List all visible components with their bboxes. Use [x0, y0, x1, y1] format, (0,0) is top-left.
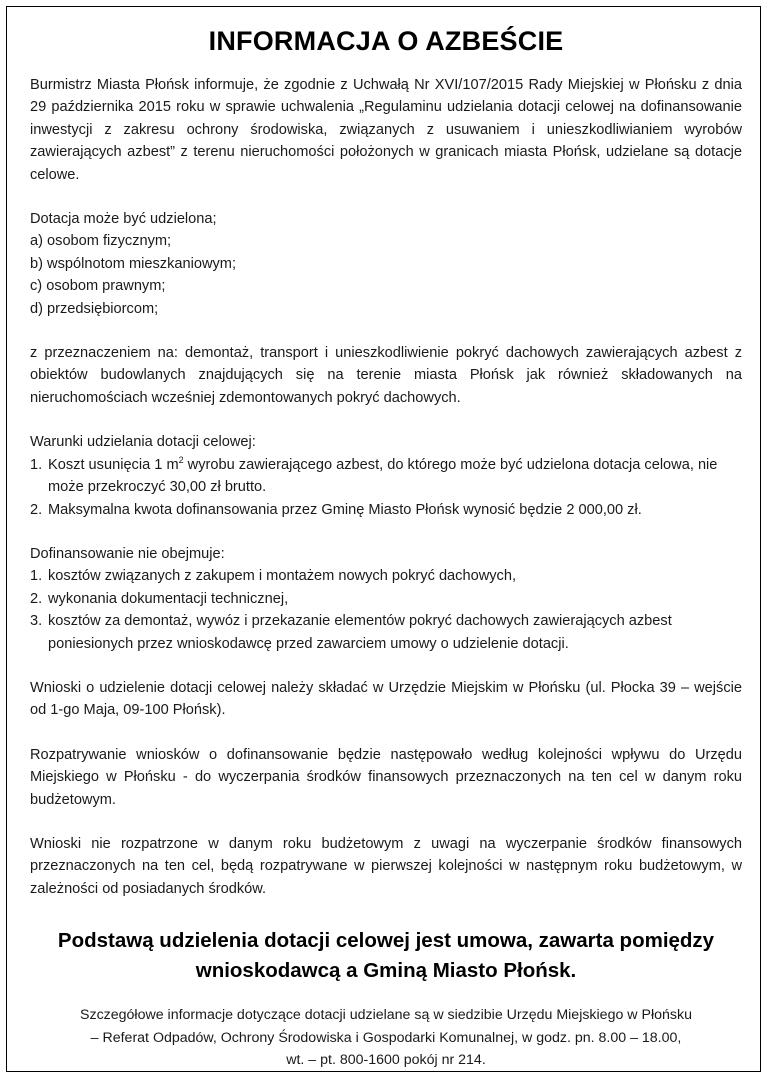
applications-paragraph: Wnioski o udzielenie dotacji celowej należy składać w Urzędzie Miejskim w Płońsku (ul. Płocka 39 – wejście od 1-go Maja, 09-100 Płońsk). [30, 679, 742, 719]
list-number: 3. [30, 613, 43, 630]
unreviewed-paragraph: Wnioski nie rozpatrzone w danym roku budżetowym z uwagi na wyczerpanie środków finansowych przeznaczonych na ten cel, będą rozpatrywane w pierwszej kolejności w następnym roku budżetowym, w zależności od posiadanych środków. [30, 835, 742, 897]
page-title: INFORMACJA O AZBEŚCIE [208, 26, 564, 56]
superscript: 2 [178, 454, 184, 465]
list-number: 1. [30, 568, 43, 585]
list-number: 2. [30, 590, 43, 607]
review-paragraph: Rozpatrywanie wniosków o dofinansowanie będzie następowało według kolejności wpływu do Urzędu Miejskiego w Płońsku - do wyczerpania środków finansowych przeznaczonych na ten cel w danym roku budżetowym. [30, 746, 742, 808]
recipients-section [30, 208, 742, 320]
condition-text: Maksymalna kwota dofinansowania przez Gminę Miasto Płońsk wynosić będzie 2 000,00 zł. [48, 501, 642, 518]
exclusion-item [30, 565, 742, 587]
list-number: 1. [30, 456, 43, 473]
exclusion-item [30, 610, 742, 655]
recipient-item: a) osobom fizycznym; [30, 233, 172, 250]
recipient-item: c) osobom prawnym; [30, 278, 166, 295]
footer-line: wt. – pt. 800-1600 pokój nr 214. [286, 1052, 486, 1068]
conditions-section [30, 431, 742, 521]
basis-statement [30, 926, 742, 986]
list-number: 2. [30, 501, 43, 518]
basis-line: Podstawą udzielenia dotacji celowej jest umowa, zawarta pomiędzy [57, 929, 715, 953]
condition-item [30, 499, 742, 521]
document-body [30, 18, 742, 1071]
exclusions-section [30, 543, 742, 655]
footer-info [30, 1004, 742, 1071]
footer-line: – Referat Odpadów, Ochrony Środowiska i Gospodarki Komunalnej, w godz. pn. 8.00 – 18.00, [90, 1029, 682, 1046]
recipients-heading: Dotacja może być udzielona; [30, 211, 217, 228]
purpose-paragraph: z przeznaczeniem na: demontaż, transport i unieszkodliwienie pokryć dachowych zawierających azbest z obiektów budowlanych znajdujących się na terenie miasta Płońsk jak również składowanych na nieruchomościach wcześniej zdemontowanych pokryć dachowych. [30, 345, 742, 406]
intro-paragraph: Burmistrz Miasta Płońsk informuje, że zgodnie z Uchwałą Nr XVI/107/2015 Rady Miejskiej w Płońsku z dnia 29 października 2015 roku w sprawie uchwalenia „Regulaminu udzielania dotacji celowej na dofinansowanie inwestycji z zakresu ochrony środowiska, związanych z usuwaniem i unieszkodliwianiem wyrobów zawierających azbest” z terenu nieruchomości położonych w granicach miasta Płońsk, udzielane są dotacje celowe. [30, 77, 742, 183]
exclusion-text: kosztów związanych z zakupem i montażem nowych pokryć dachowych, [48, 568, 517, 585]
exclusion-item [30, 588, 742, 610]
exclusions-heading: Dofinansowanie nie obejmuje: [30, 545, 225, 562]
condition-text: Koszt usunięcia 1 $m^2$ wyrobu zawierającego azbest, do którego może być udzielona dotacja celowa, nie może przekroczyć 30,00 zł brutto. [48, 454, 718, 496]
conditions-heading: Warunki udzielania dotacji celowej: [30, 434, 256, 451]
recipient-item: b) wspólnotom mieszkaniowym; [30, 255, 237, 272]
condition-item [30, 454, 742, 499]
exclusion-text: kosztów za demontaż, wywóz i przekazanie elementów pokryć dachowych zawierających azbest poniesionych przez wnioskodawcę przed zawarciem umowy o udzielenie dotacji. [48, 613, 672, 652]
footer-line: Szczegółowe informacje dotyczące dotacji udzielane są w siedzibie Urzędu Miejskiego w Płońsku [80, 1007, 692, 1024]
exclusion-text: wykonania dokumentacji technicznej, [48, 590, 289, 607]
basis-line: wnioskodawcą a Gminą Miasto Płońsk. [195, 959, 577, 983]
recipient-item: d) przedsiębiorcom; [30, 300, 159, 317]
